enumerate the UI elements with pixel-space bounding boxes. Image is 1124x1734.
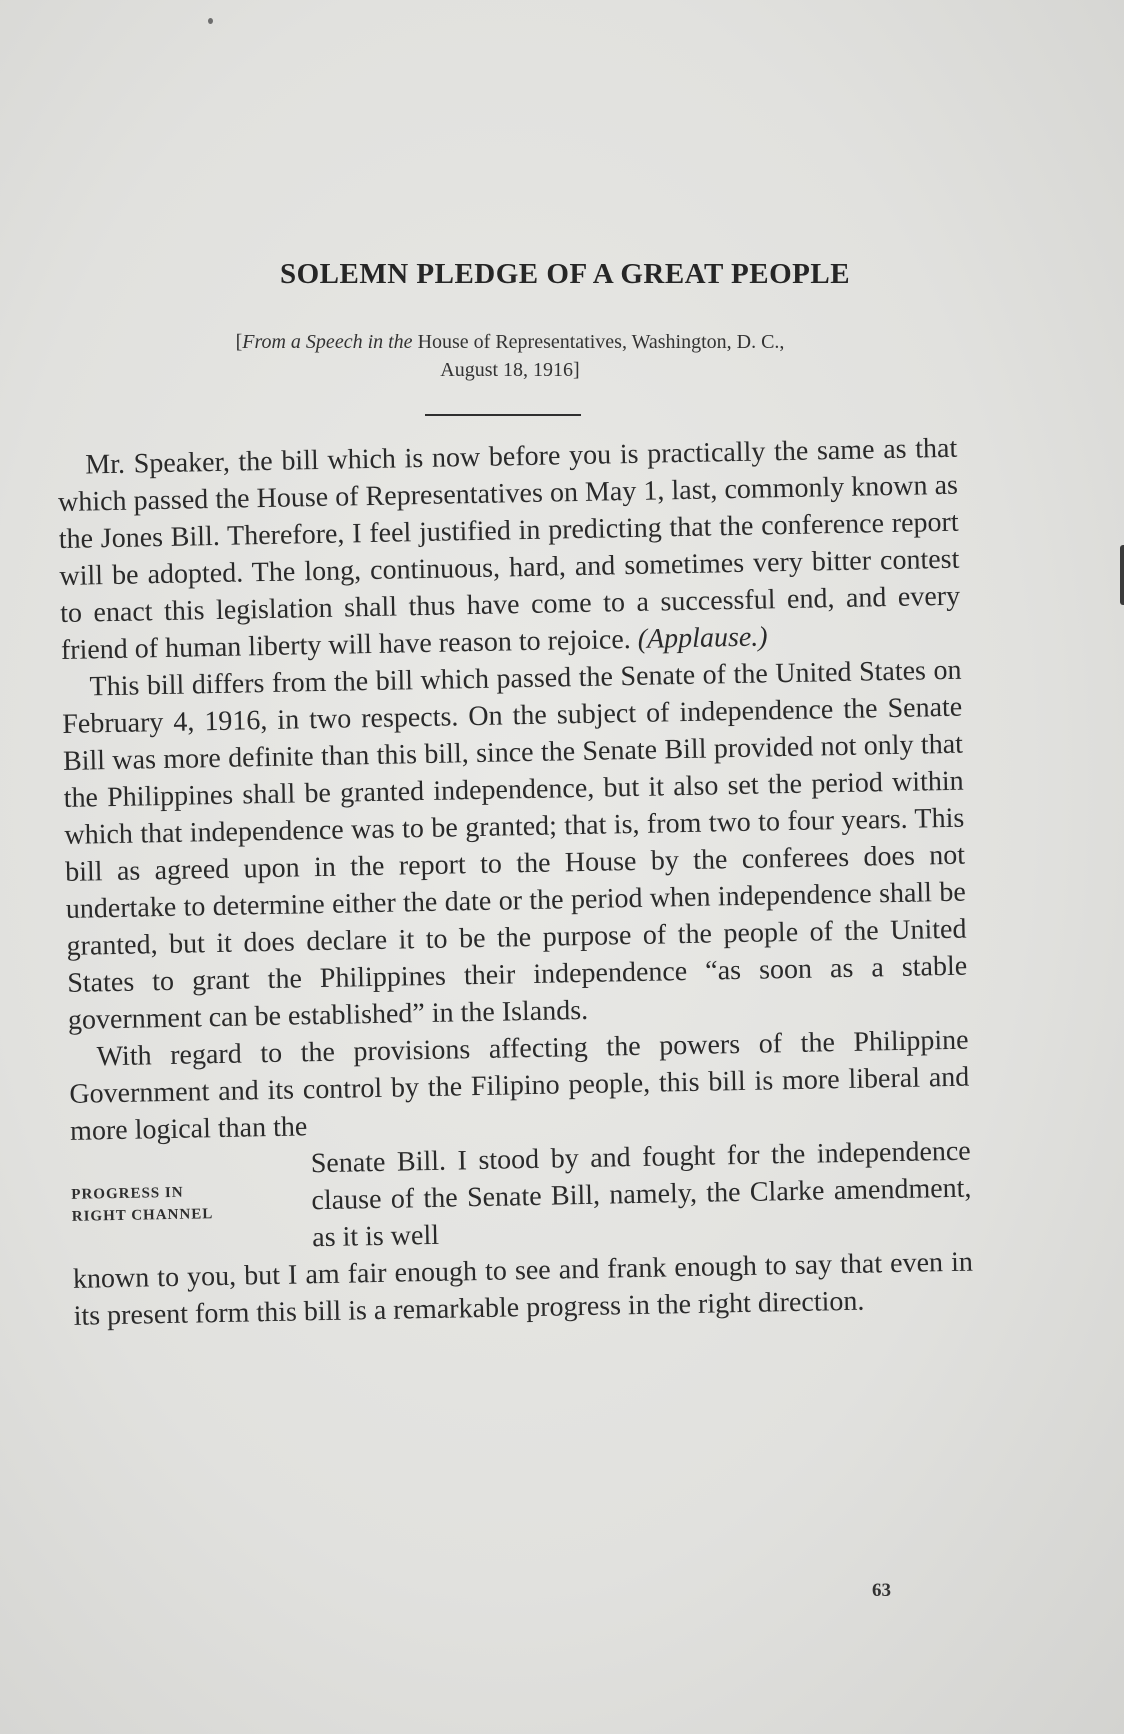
- source-place: House of Representatives, Washington, D. C.,: [417, 331, 785, 353]
- speech-body: [57, 430, 974, 1335]
- paragraph-3-end: known to you, but I am fair enough to see and frank enough to say that even in its present form this bill is a remarkable progress in the right direction.: [72, 1246, 974, 1332]
- margin-note-line-2: RIGHT CHANNEL: [71, 1205, 214, 1225]
- source-line-1: [From a Speech in the House of Representatives, Washington, D. C.,: [235, 331, 785, 353]
- applause-note: (Applause.): [637, 621, 768, 655]
- margin-note: [71, 1179, 312, 1228]
- paragraph-3-start: With regard to the provisions affecting the powers of the Philippine Government and its control by the Filipino people, this bill is more liberal and more logical than the: [69, 1024, 970, 1147]
- page-edge-mark: [1120, 545, 1124, 605]
- source-italic: From a Speech in the: [242, 331, 413, 353]
- sidenote-block: [70, 1133, 972, 1261]
- ink-speck: [208, 18, 213, 24]
- title-divider: [425, 414, 581, 416]
- page-title: SOLEMN PLEDGE OF A GREAT PEOPLE: [279, 258, 851, 290]
- paragraph-2: This bill differs from the bill which passed the Senate of the United States on February 4, 1916, in two respects. On the subject of independence the Senate Bill was more definite than this bill, since the Senate Bill provided not only that the Philippines shall be granted independence, but it also set the period within which that independence was to be granted; that is, from two to four years. This bill as agreed upon in the report to the House by the conferees does not undertake to determine either the date or the period when independence shall be granted, but it does declare it to be the purpose of the people of the United States to grant the Philippines their independence “as soon as a stable government can be established” in the Islands.: [62, 654, 968, 1036]
- paragraph-3-indented: Senate Bill. I stood by and fought for the independence clause of the Senate Bill, namely, the Clarke amendment, as it is well: [310, 1135, 972, 1254]
- source-line-2: August 18, 1916]: [440, 359, 580, 381]
- paragraph-1: Mr. Speaker, the bill which is now before you is practically the same as that which passed the House of Representatives on May 1, last, commonly known as the Jones Bill. Therefore, I feel justified in predicting that the conference report will be adopted. The long, continuous, hard, and sometimes very bitter contest to enact this legislation shall thus have come to a successful end, and every friend of human liberty will have reason to rejoice. (Applause.): [57, 432, 961, 666]
- margin-note-line-1: PROGRESS IN: [71, 1184, 184, 1203]
- source-citation: [40, 328, 980, 384]
- page-number: 63: [872, 1580, 891, 1601]
